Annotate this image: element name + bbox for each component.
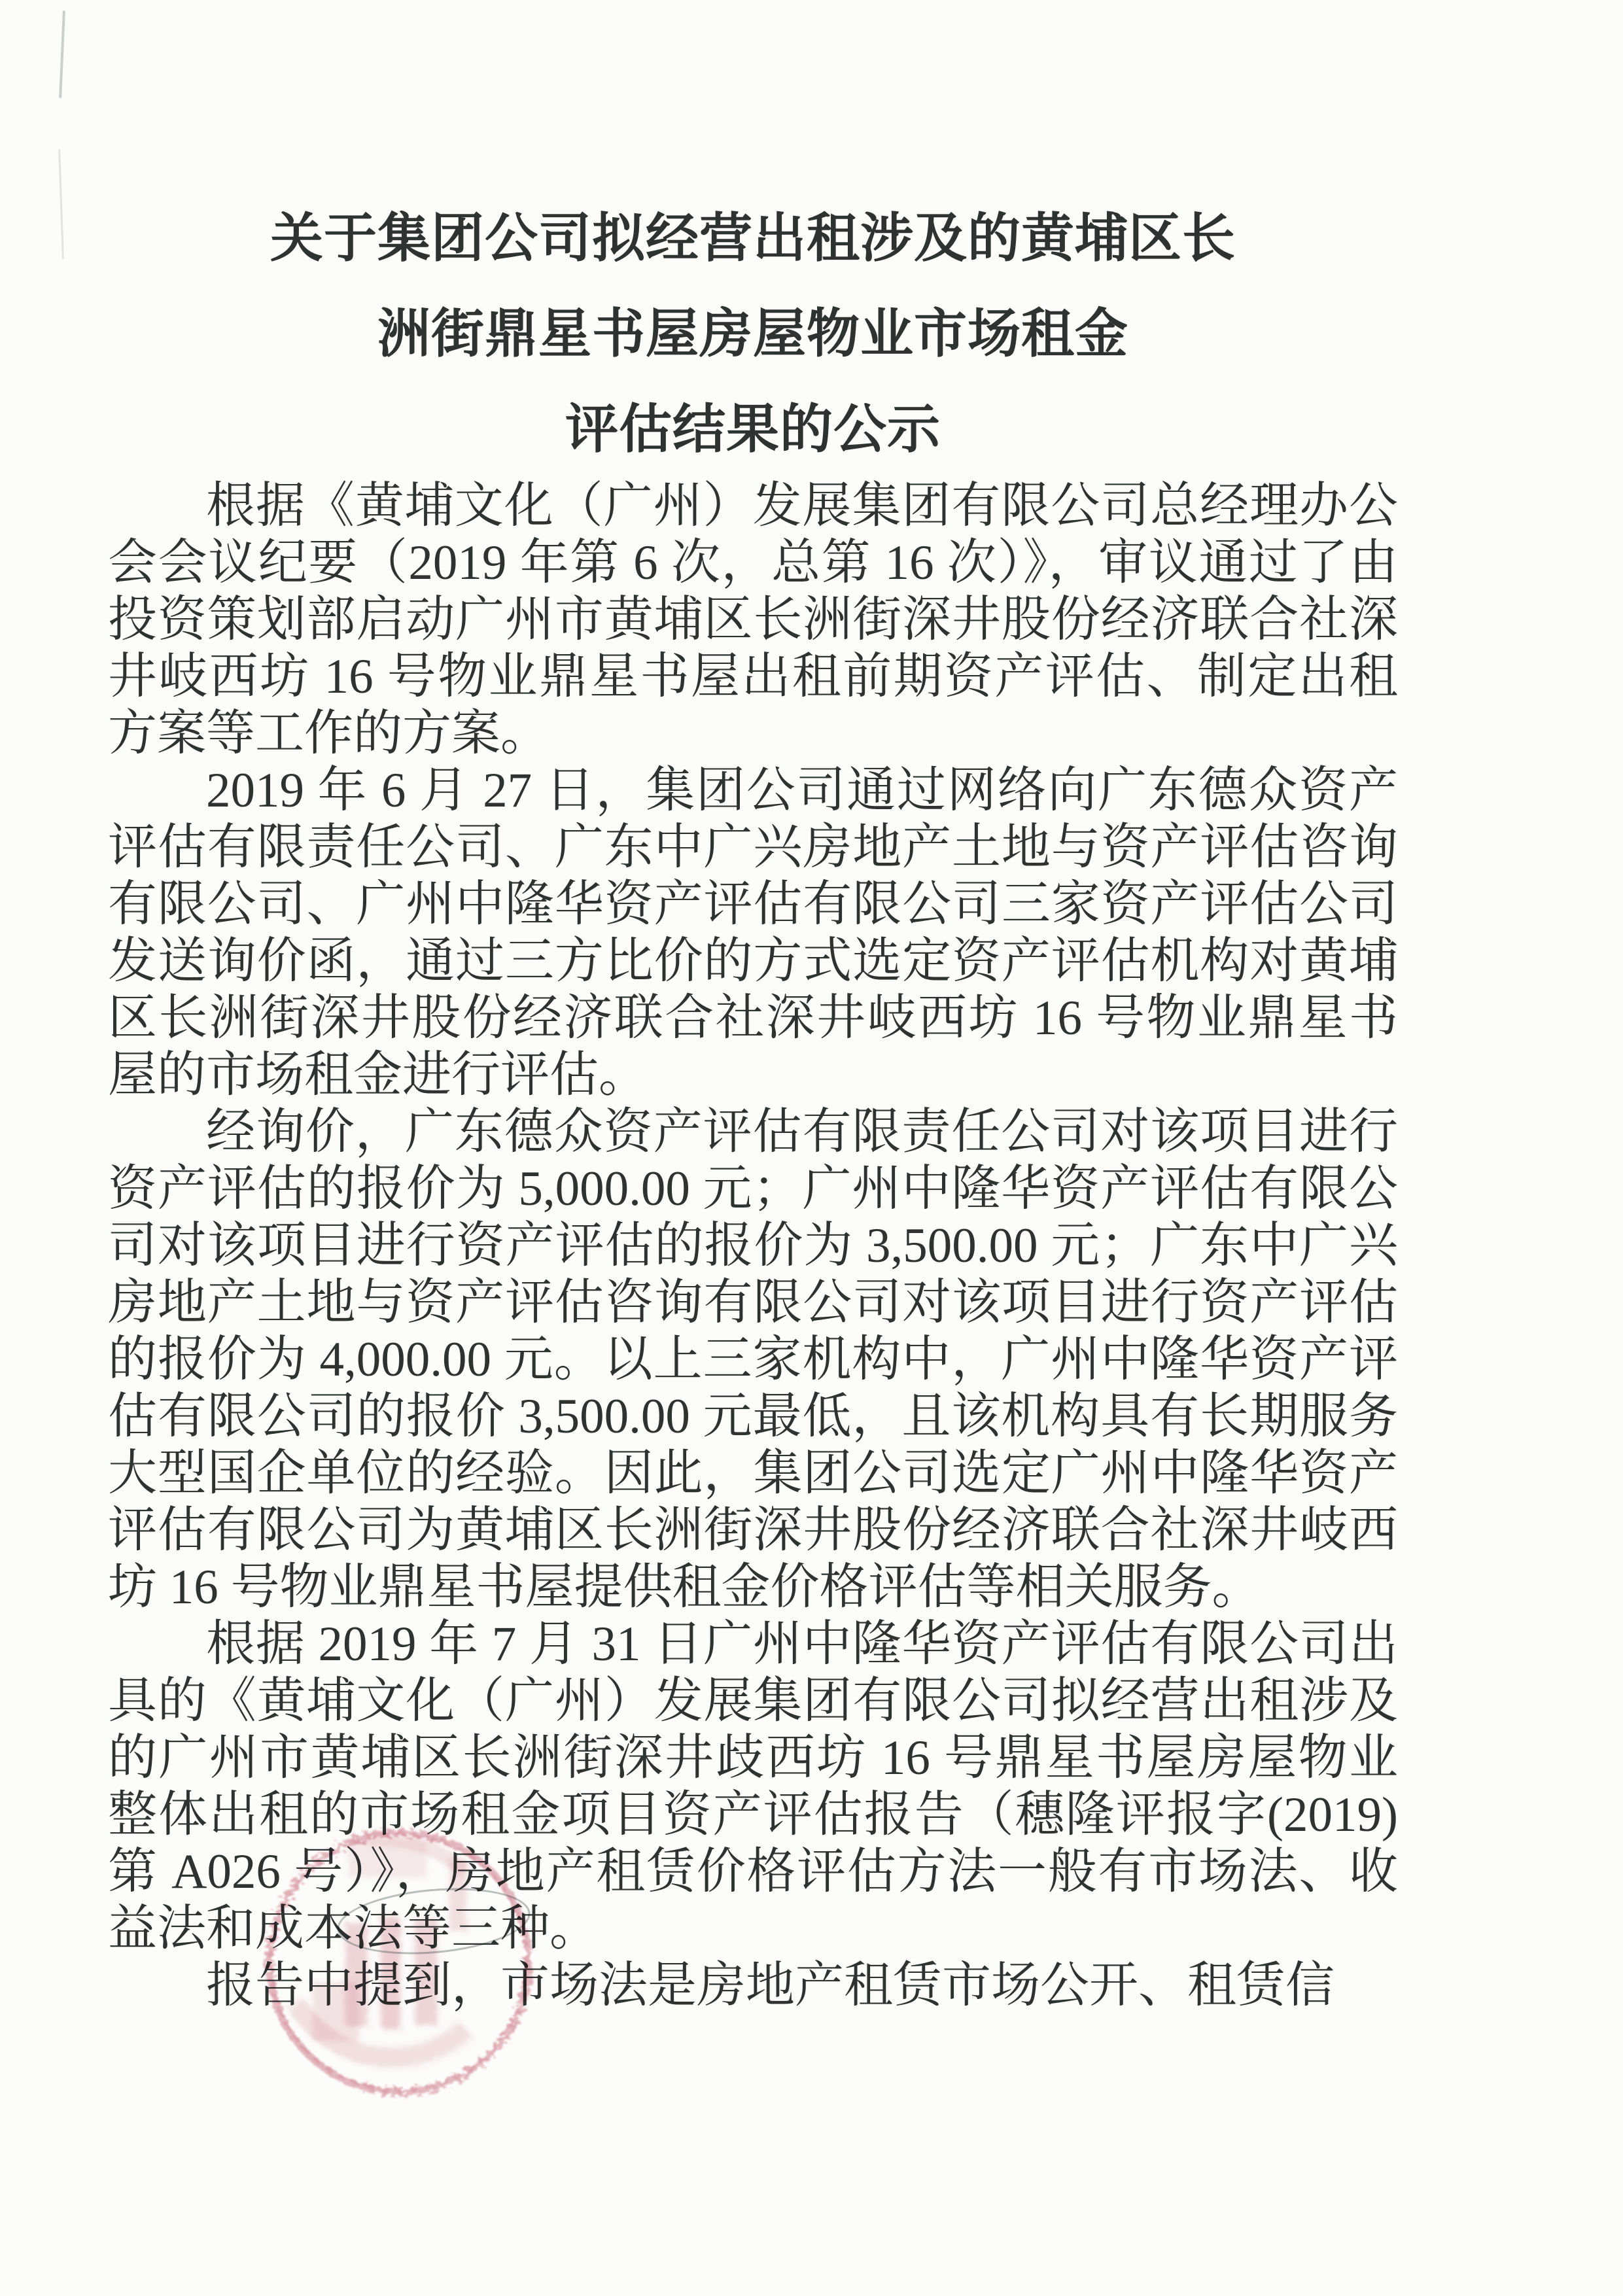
text-column (108, 0, 1398, 2014)
document-title (108, 191, 1398, 478)
paragraph: 经询价，广东德众资产评估有限责任公司对该项目进行资产评估的报价为 5,000.00 元；广州中隆华资产评估有限公司对该项目进行资产评估的报价为 3,500.00 元；广东中广兴房地产土地与资产评估咨询有限公司对该项目进行资产评估的报价为 4,000.00 元。以上三家机构中，广州中隆华资产评估有限公司的报价 3,500.00 元最低，且该机构具有长期服务大型国企单位的经验。因此，集团公司选定广州中隆华资产评估有限公司为黄埔区长洲街深井股份经济联合社深井岐西坊 16 号物业鼎星书屋提供租金价格评估等相关服务。 (108, 1105, 1398, 1614)
scan-scratch-mark (59, 10, 65, 98)
document-body (108, 478, 1398, 2014)
paragraph: 2019 年 6 月 27 日，集团公司通过网络向广东德众资产评估有限责任公司、广东中广兴房地产土地与资产评估咨询有限公司、广州中隆华资产评估有限公司三家资产评估公司发送询价函，通过三方比价的方式选定资产评估机构对黄埔区长洲街深井股份经济联合社深井岐西坊 16 号物业鼎星书屋的市场租金进行评估。 (108, 763, 1398, 1102)
document-title-line-2: 洲街鼎星书屋房屋物业市场租金 (377, 305, 1128, 364)
document-title-line-1: 关于集团公司拟经营出租涉及的黄埔区长 (270, 209, 1236, 268)
paragraph: 根据 2019 年 7 月 31 日广州中隆华资产评估有限公司出具的《黄埔文化（广州）发展集团有限公司拟经营出租涉及的广州市黄埔区长洲街深井歧西坊 16 号鼎星书屋房屋物业整体出租的市场租金项目资产评估报告（穗隆评报字(2019)第 A026 号）》，房地产租赁价格评估方法一般有市场法、收益法和成本法等三种。 (108, 1617, 1398, 1956)
document-title-line-3: 评估结果的公示 (565, 400, 941, 459)
paragraph: 报告中提到，市场法是房地产租赁市场公开、租赁信 (206, 1958, 1335, 2013)
scan-scratch-mark (58, 149, 64, 259)
paragraph: 根据《黄埔文化（广州）发展集团有限公司总经理办公会会议纪要（2019 年第 6 次，总第 16 次）》，审议通过了由投资策划部启动广州市黄埔区长洲街深井股份经济联合社深井岐西坊 16 号物业鼎星书屋出租前期资产评估、制定出租方案等工作的方案。 (108, 479, 1398, 761)
